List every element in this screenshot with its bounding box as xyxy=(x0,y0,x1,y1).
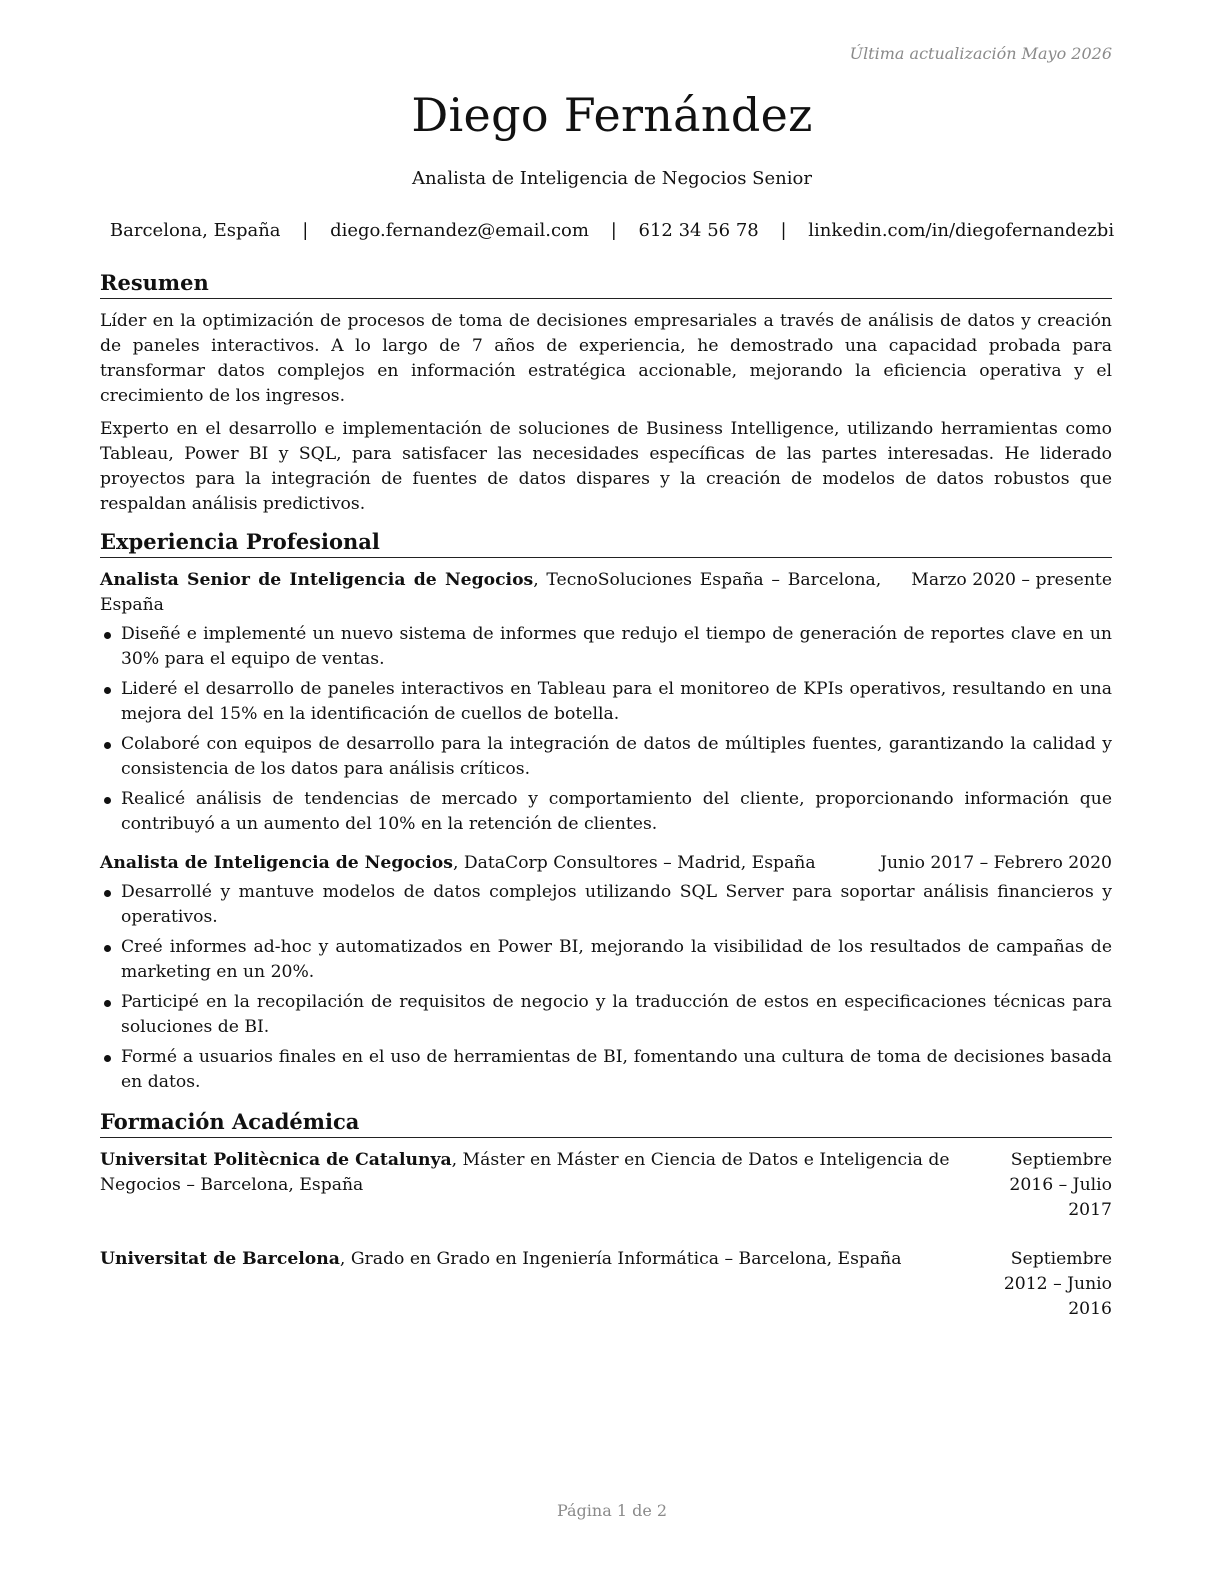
job-bullet: Participé en la recopilación de requisitos de negocio y la traducción de estos en especificaciones técnicas para soluciones de BI. xyxy=(100,990,1112,1040)
job-header xyxy=(100,851,1112,876)
contact-email[interactable]: diego.fernandez@email.com xyxy=(330,220,589,241)
job-bullet: Diseñé e implementé un nuevo sistema de informes que redujo el tiempo de generación de reportes clave en un 30% para el equipo de ventas. xyxy=(100,622,1112,672)
education-degree: , Máster en Máster en Ciencia de Datos e Inteligencia de Negocios – Barcelona, España xyxy=(100,1150,950,1195)
section-title-experience: Experiencia Profesional xyxy=(100,529,1112,558)
education-description xyxy=(100,1148,977,1223)
experience-section xyxy=(100,529,1112,1095)
education-dates: Septiembre 2012 – Junio 2016 xyxy=(1003,1249,1112,1319)
job-company: , DataCorp Consultores – Madrid, España xyxy=(452,853,816,873)
candidate-name: Diego Fernández xyxy=(411,88,813,142)
summary-section xyxy=(100,270,1112,517)
job-bullet: Formé a usuarios finales en el uso de herramientas de BI, fomentando una cultura de toma de decisiones basada en datos. xyxy=(100,1045,1112,1095)
job-role: Analista Senior de Inteligencia de Negocios xyxy=(100,570,534,590)
job-dates: Junio 2017 – Febrero 2020 xyxy=(880,853,1112,873)
job-header xyxy=(100,568,1112,618)
job-dates: Marzo 2020 – presente xyxy=(911,570,1112,590)
education-description xyxy=(100,1247,977,1322)
job-company: , TecnoSoluciones España – Barcelona, España xyxy=(100,570,882,615)
job-title-line xyxy=(100,851,880,876)
education-section xyxy=(100,1109,1112,1322)
last-updated: Última actualización Mayo 2026 xyxy=(849,44,1112,63)
contact-separator: | xyxy=(610,220,617,241)
job-bullet: Desarrollé y mantuve modelos de datos complejos utilizando SQL Server para soportar análisis financieros y operativos. xyxy=(100,880,1112,930)
job-bullet: Creé informes ad-hoc y automatizados en Power BI, mejorando la visibilidad de los resultados de campañas de marketing en un 20%. xyxy=(100,935,1112,985)
contact-location: Barcelona, España xyxy=(109,220,281,241)
resume-body xyxy=(100,270,1112,1346)
education-entry xyxy=(100,1247,1112,1322)
job-entry xyxy=(100,851,1112,1095)
education-school: Universitat Politècnica de Catalunya xyxy=(100,1150,452,1170)
education-entry xyxy=(100,1148,1112,1223)
job-bullet: Realicé análisis de tendencias de mercado y comportamiento del cliente, proporcionando información que contribuyó a un aumento del 10% en la retención de clientes. xyxy=(100,787,1112,837)
contact-separator: | xyxy=(302,220,309,241)
education-dates: Septiembre 2016 – Julio 2017 xyxy=(1009,1150,1112,1220)
education-school: Universitat de Barcelona xyxy=(100,1249,340,1269)
page-number: Página 1 de 2 xyxy=(556,1501,668,1520)
contact-phone: 612 34 56 78 xyxy=(638,220,759,241)
candidate-headline: Analista de Inteligencia de Negocios Senior xyxy=(412,168,812,189)
job-title-line xyxy=(100,568,911,618)
section-title-education: Formación Académica xyxy=(100,1109,1112,1138)
contact-separator: | xyxy=(780,220,787,241)
education-degree: , Grado en Grado en Ingeniería Informática – Barcelona, España xyxy=(339,1249,902,1269)
job-bullets xyxy=(100,622,1112,837)
job-bullet: Colaboré con equipos de desarrollo para la integración de datos de múltiples fuentes, garantizando la calidad y consistencia de los datos para análisis críticos. xyxy=(100,732,1112,782)
contact-line xyxy=(0,220,1224,241)
contact-linkedin[interactable]: linkedin.com/in/diegofernandezbi xyxy=(808,220,1115,241)
summary-paragraph: Experto en el desarrollo e implementación de soluciones de Business Intelligence, utilizando herramientas como Tableau, Power BI y SQL, para satisfacer las necesidades específicas de las partes interesadas. He liderado proyectos para la integración de fuentes de datos dispares y la creación de modelos de datos robustos que respaldan análisis predictivos. xyxy=(100,419,1112,514)
job-role: Analista de Inteligencia de Negocios xyxy=(100,853,453,873)
job-bullet: Lideré el desarrollo de paneles interactivos en Tableau para el monitoreo de KPIs operativos, resultando en una mejora del 15% en la identificación de cuellos de botella. xyxy=(100,677,1112,727)
summary-paragraph: Líder en la optimización de procesos de toma de decisiones empresariales a través de análisis de datos y creación de paneles interactivos. A lo largo de 7 años de experiencia, he demostrado una capacidad probada para transformar datos complejos en información estratégica accionable, mejorando la eficiencia operativa y el crecimiento de los ingresos. xyxy=(100,311,1112,406)
section-title-summary: Resumen xyxy=(100,270,1112,299)
job-bullets xyxy=(100,880,1112,1095)
job-entry xyxy=(100,568,1112,837)
